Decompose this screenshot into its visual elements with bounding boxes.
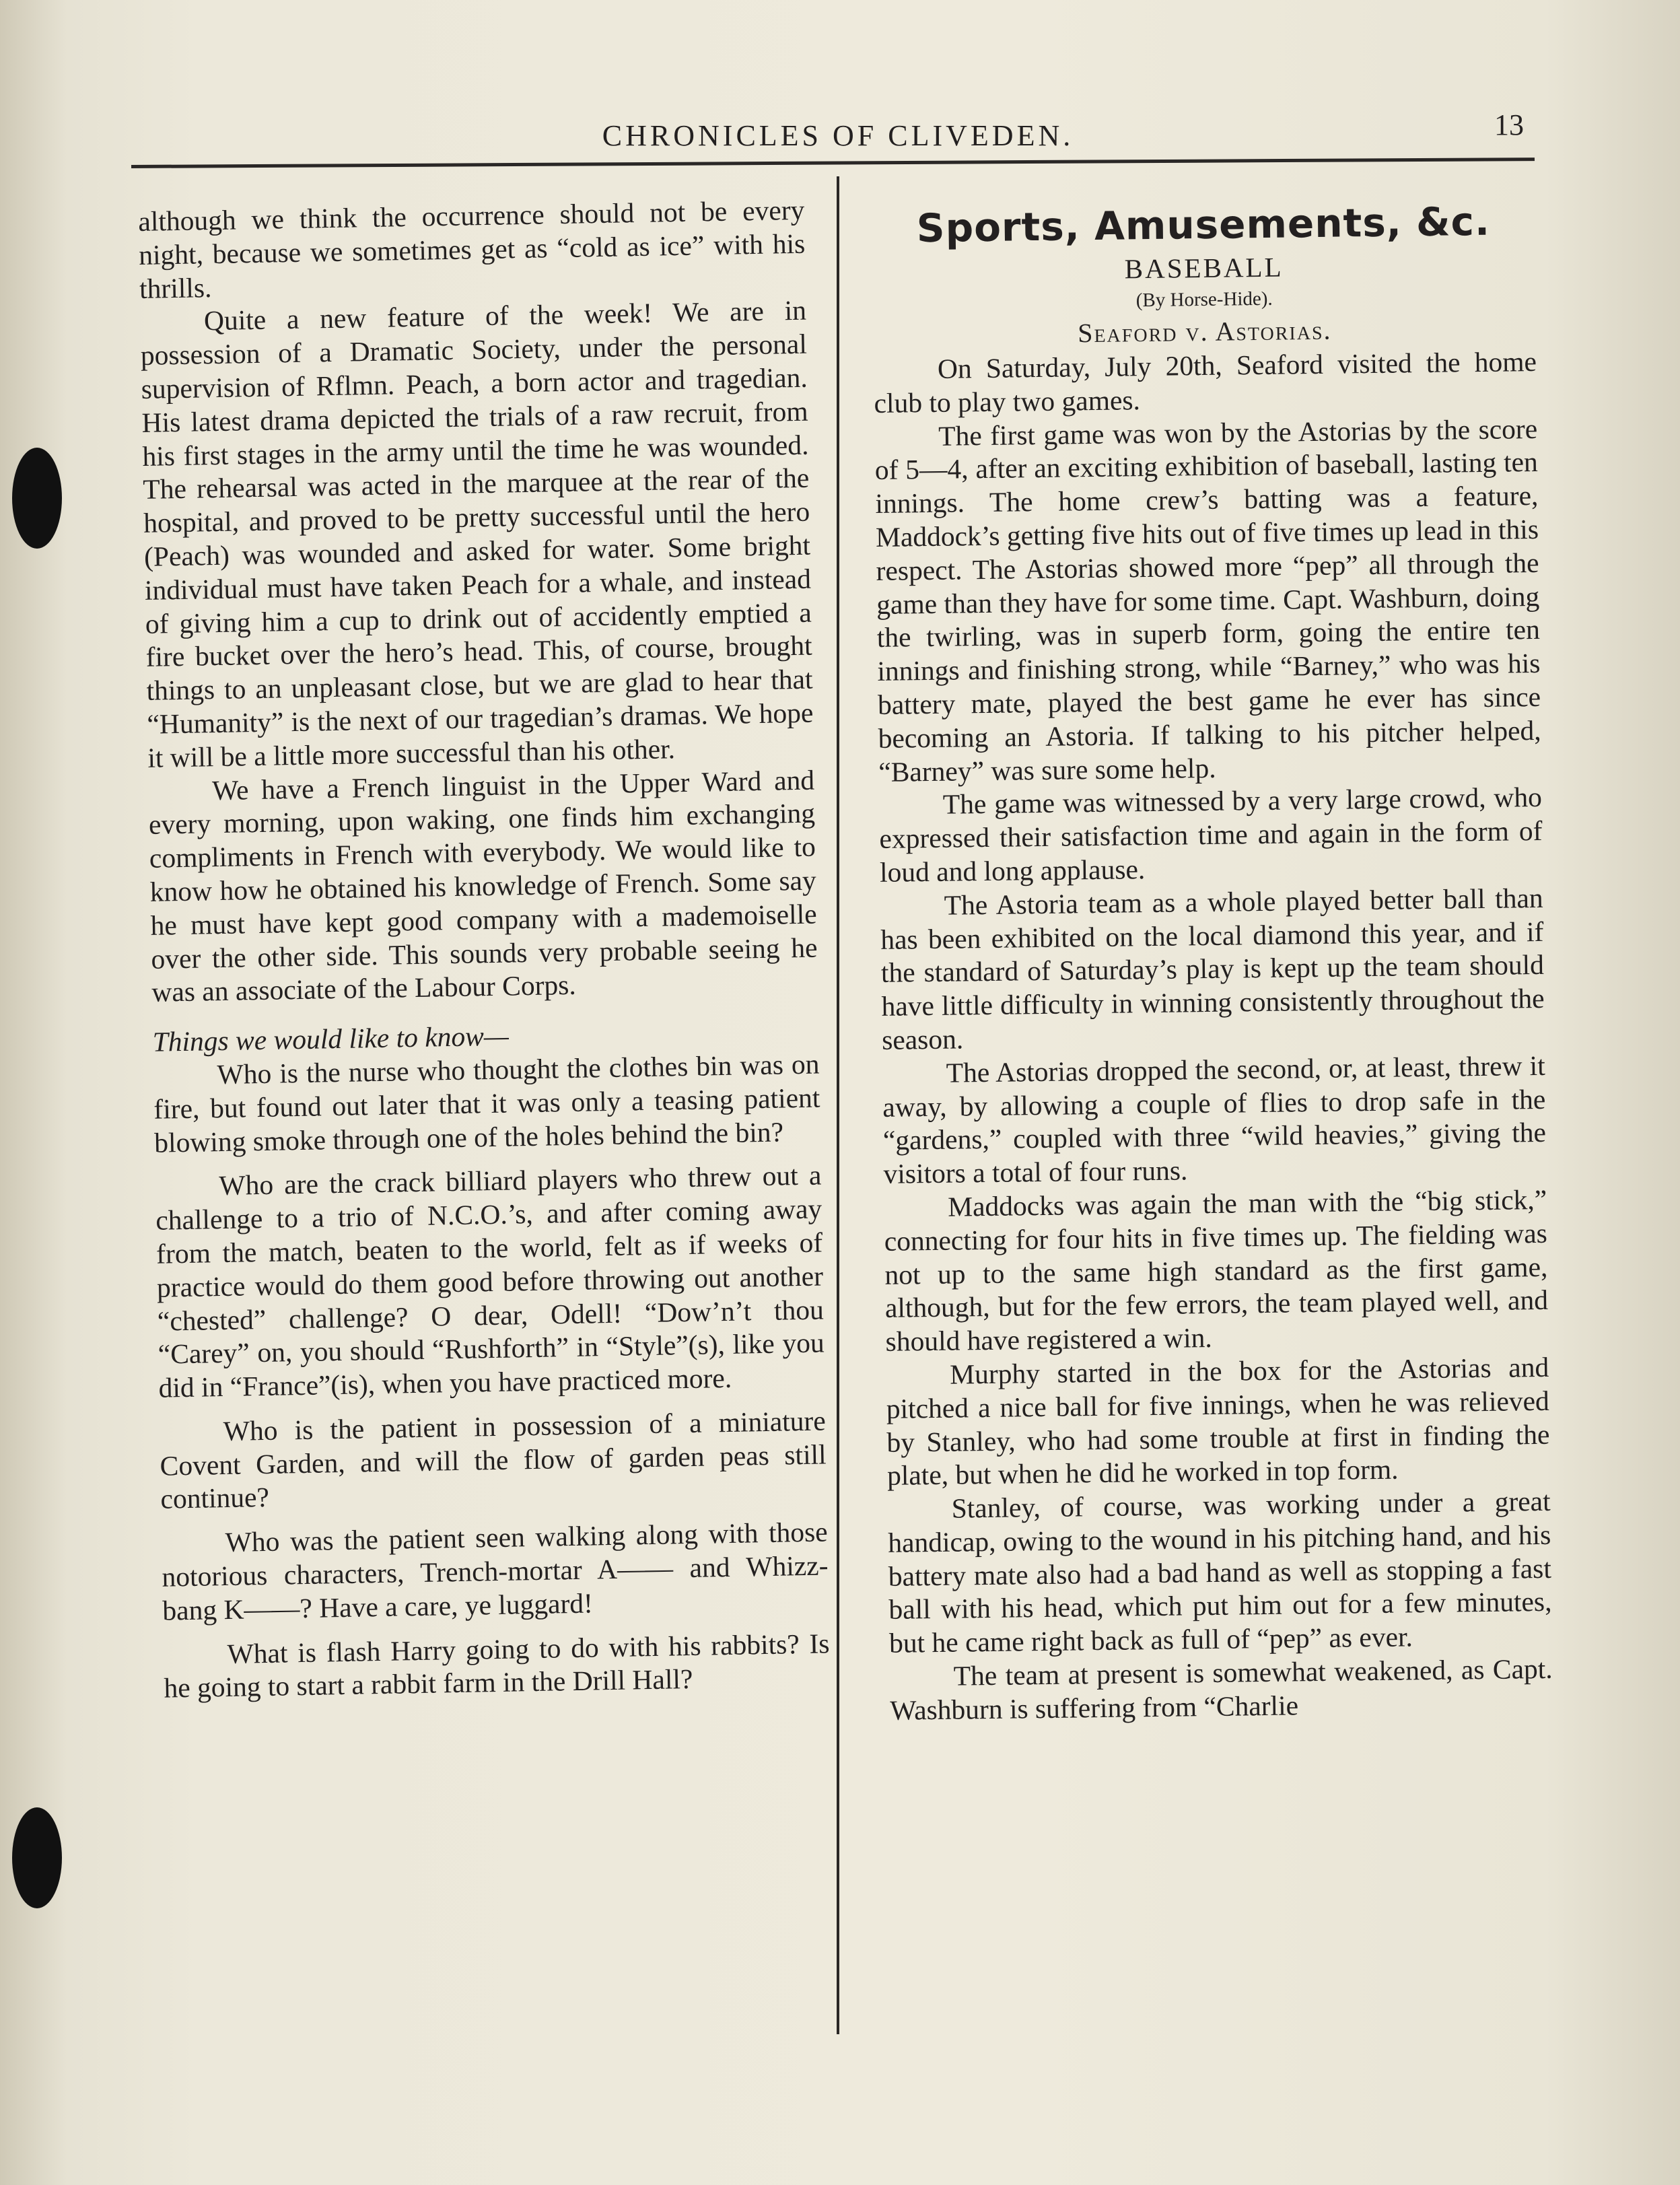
paragraph: The Astoria team as a whole played better ball than has been exhibited on the local diamond this year, and if the standard of Saturday’s play is kept up the team should have little difficulty in winning consistently throughout the season. (880, 882, 1545, 1055)
left-column (138, 194, 831, 1706)
header-rule (131, 158, 1535, 168)
byline: (By Horse-Hide). (1135, 287, 1273, 312)
question: Who was the patient seen walking along with those notorious characters, Trench-mortar A—— and Whizz-bang K——? Have a care, ye luggard! (162, 1516, 829, 1626)
paragraph: The team at present is somewhat weakened, as Capt. Washburn is suffering from “Charlie (890, 1653, 1553, 1726)
section-heading: Sports, Amusements, &c. (916, 198, 1491, 252)
paragraph: Quite a new feature of the week! We are in possession of a Dramatic Society, under the personal supervision of Rflmn. Peach, a born actor and tragedian. His latest drama depicted the trials of a raw recruit, from his first stages in the army until the time he was wounded. The rehearsal was acted in the marquee at the rear of the hospital, and proved to be pretty successful until the hero (Peach) was wounded and asked for water. Some bright individual must have taken Peach for a whale, and instead of giving him a cup to drink out of accidently emptied a fire bucket over the hero’s head. This, of course, brought things to an unpleasant close, but we are glad to hear that “Humanity” is the next of our tragedian’s dramas. We hope it will be a little more successful than his other. (140, 295, 814, 773)
question: What is flash Harry going to do with his rabbits? Is he going to start a rabbit farm in the Drill Hall? (164, 1628, 830, 1704)
question: Who are the crack billiard players who threw out a challenge to a trio of N.C.O.’s, and after coming away from the match, beaten to the world, felt as if weeks of practice would do them good before throwing out another “chested” challenge? O dear, Odell! “Dow’n’t thou “Carey” on, you should “Rushforth” in “Style”(s), like you did in “France”(is), when you have practiced more. (155, 1159, 825, 1403)
paragraph: On Saturday, July 20th, Seaford visited the home club to play two games. (874, 345, 1537, 419)
question: Who is the patient in possession of a miniature Covent Garden, and will the flow of garden peas still continue? (160, 1405, 827, 1515)
paragraph: Murphy started in the box for the Astorias and pitched a nice ball for five innings, when he was relieved by Stanley, who had some trouble at first in finding the plate, but when he did he worked in top form. (886, 1351, 1550, 1492)
binder-hole-bottom (12, 1807, 62, 1908)
paragraph: Maddocks was again the man with the “big stick,” connecting for four hits in five times up. The fielding was not up to the same high standard as the first game, although, but for the few errors, the team played well, and should have registered a win. (884, 1183, 1549, 1357)
paragraph: We have a French linguist in the Upper Ward and every morning, upon waking, one finds him exchanging compliments in French with everybody. We would like to know how he obtained his knowledge of French. Some say he must have kept good company with a mademoiselle over the other side. This sounds very probable seeing he was an associate of the Labour Corps. (148, 764, 818, 1008)
paragraph: Stanley, of course, was working under a great handicap, owing to the wound in his pitching hand, and his battery mate also had a bad hand as well as stopping a fast ball with his head, which put him out for a few minutes, but he came right back as full of “pep” as ever. (887, 1485, 1552, 1659)
paragraph: The Astorias dropped the second, or, at least, threw it away, by allowing a couple of flies to drop safe in the “gardens,” coupled with three “wild heavies,” giving the visitors a total of four runs. (882, 1049, 1547, 1190)
binder-hole-top (12, 448, 62, 549)
things-heading: Things we would like to know— (152, 1020, 510, 1057)
page-number: 13 (1494, 108, 1524, 141)
right-column (872, 197, 1553, 1728)
matchup-heading: Seaford v. Astorias. (1077, 314, 1332, 349)
column-rule (837, 176, 839, 2034)
running-title: CHRONICLES OF CLIVEDEN. (602, 119, 1074, 152)
question: Who is the nurse who thought the clothes bin was on fire, but found out later that it was only a teasing patient blowing smoke through one of the holes behind the bin? (153, 1048, 820, 1158)
paragraph: although we think the occurrence should not be every night, because we sometimes get as “cold as ice” with his thrills. (138, 194, 806, 304)
article-heading: BASEBALL (1124, 251, 1284, 285)
paragraph: The first game was won by the Astorias by the score of 5—4, after an exciting exhibition of baseball, lasting ten innings. The home crew’s batting was a feature, Maddock’s getting five hits out of five times up lead in this respect. The Astorias showed more “pep” all through the game than they have for some time. Capt. Washburn, doing the twirling, was in superb form, going the entire ten innings and finishing strong, while “Barney,” who was his battery mate, played the best game he ever has since becoming an Astoria. If talking to his pitcher helped, “Barney” was sure some help. (874, 413, 1541, 788)
paragraph: The game was witnessed by a very large crowd, who expressed their satisfaction time and again in the form of loud and long applause. (879, 782, 1543, 888)
